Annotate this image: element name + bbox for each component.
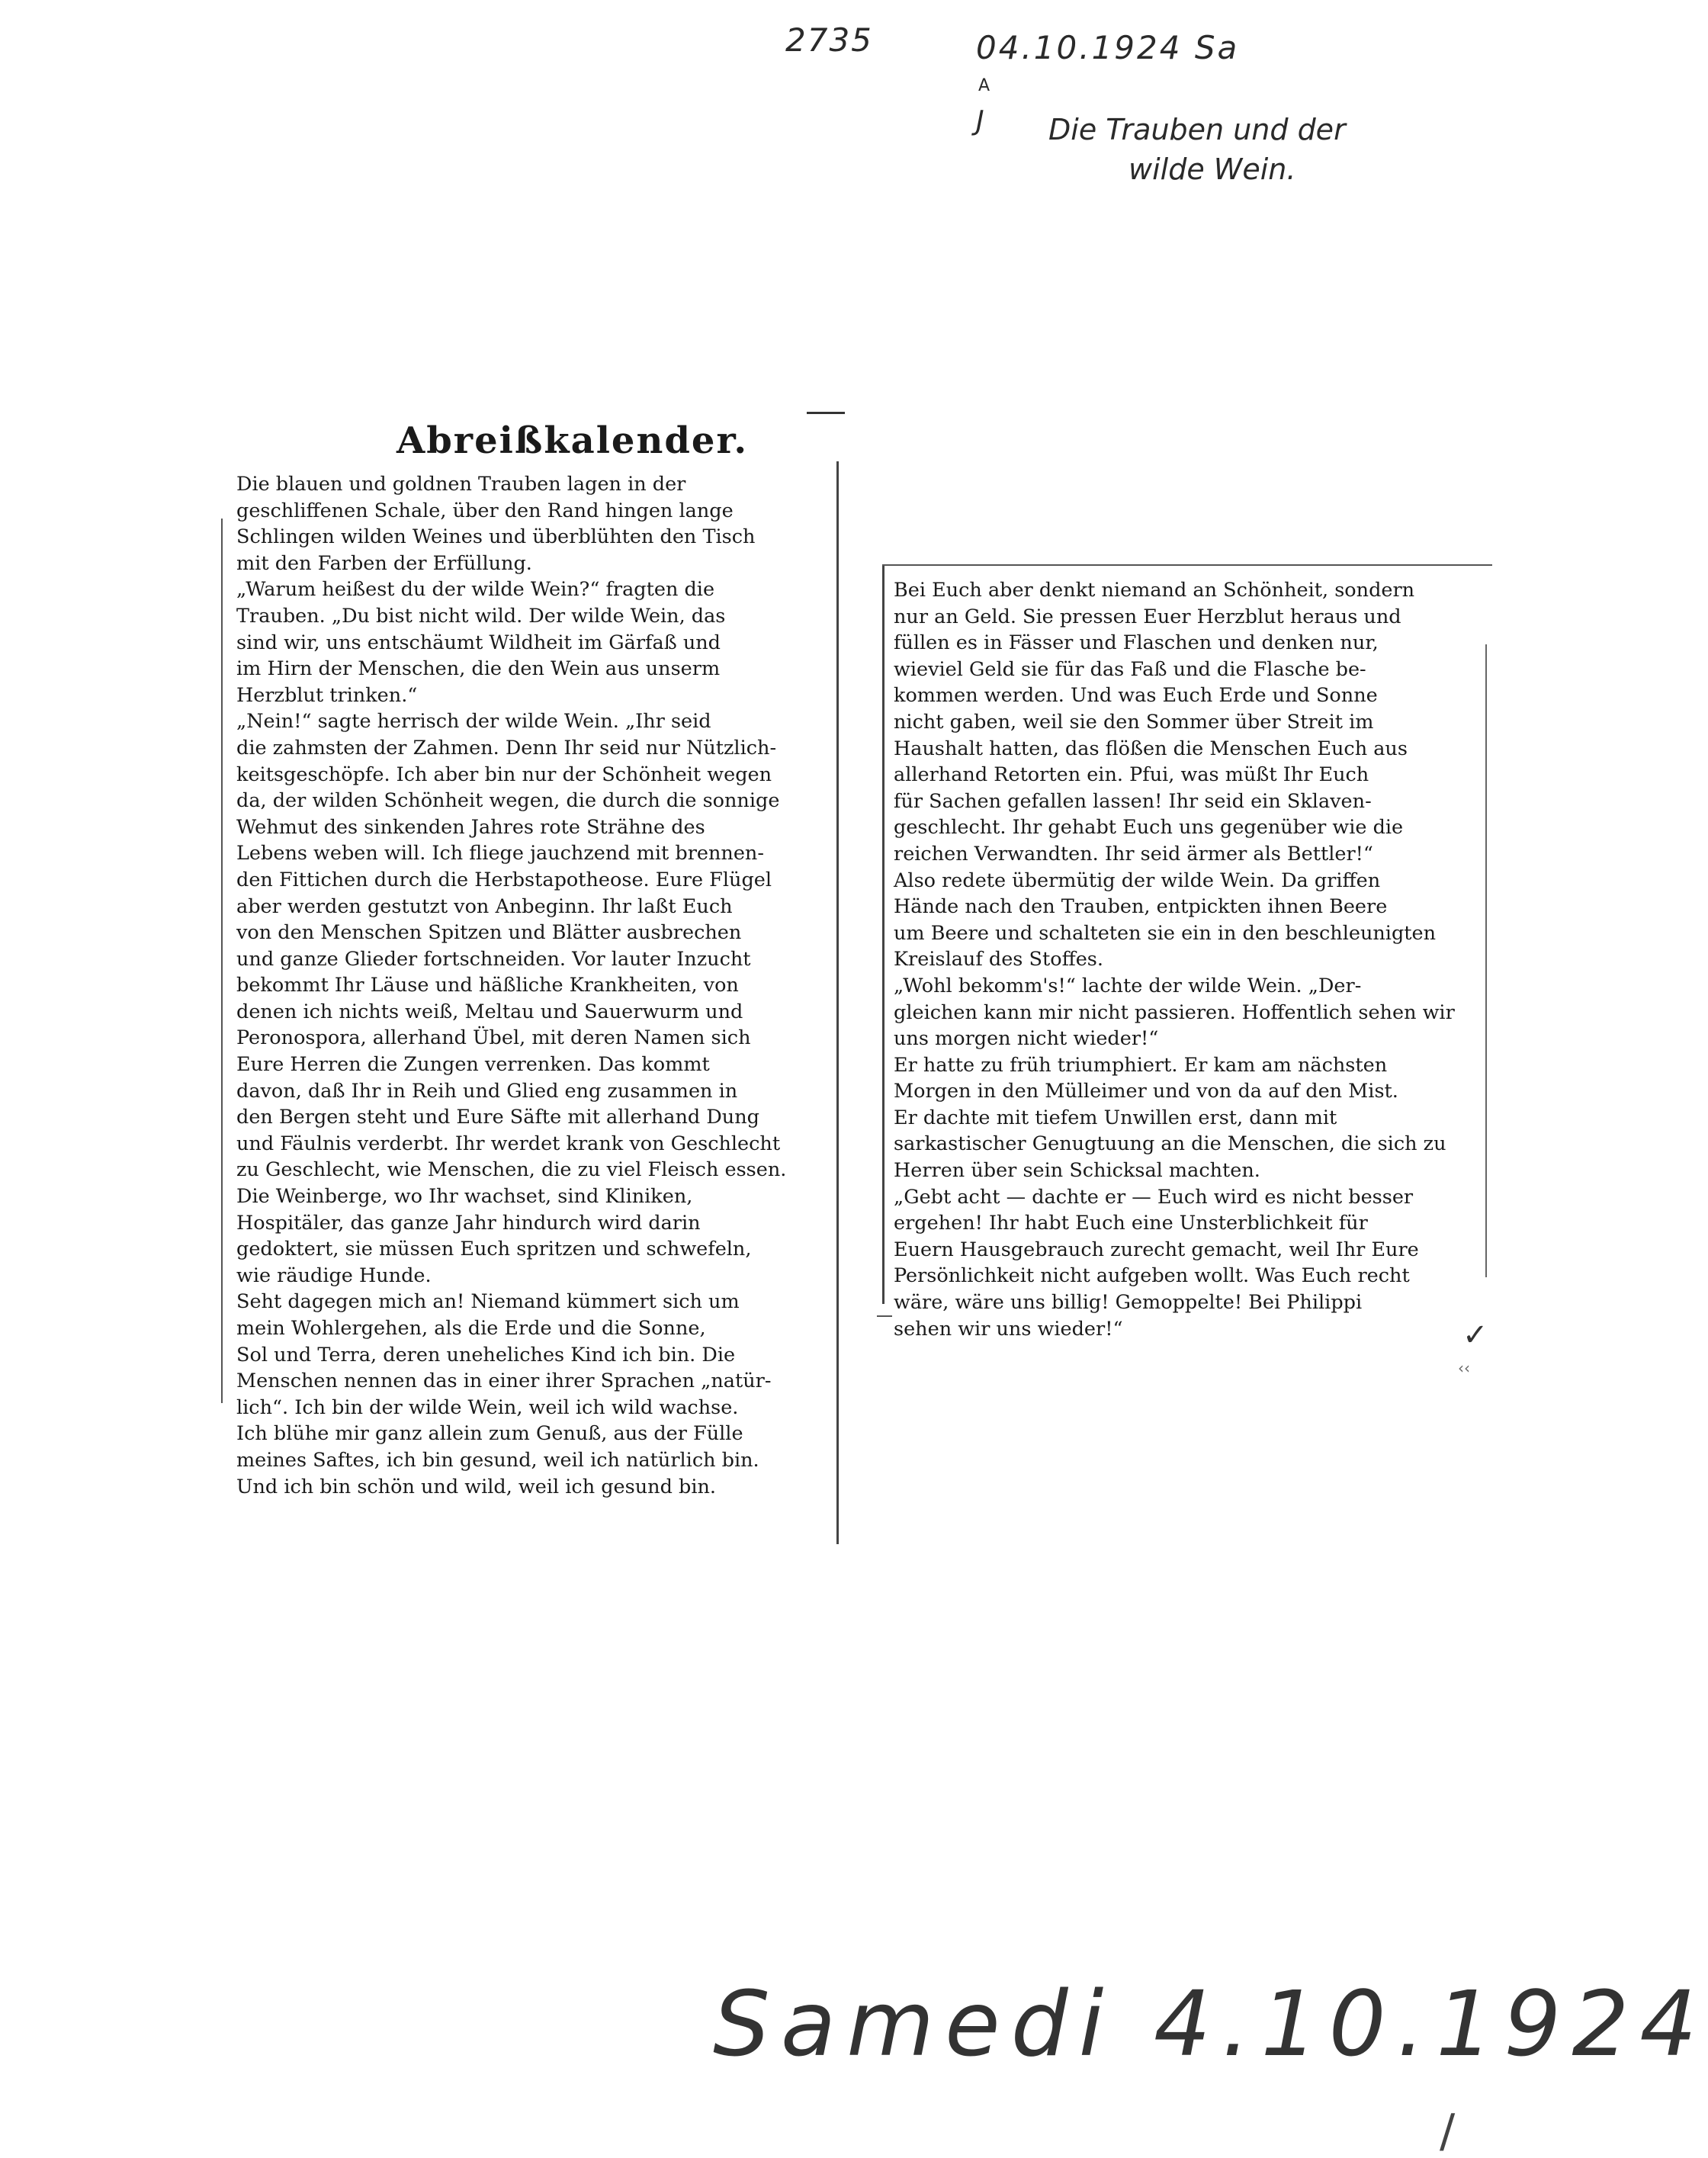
article-line: uns morgen nicht wieder!“ [894,1027,1159,1051]
article-line: davon, daß Ihr in Reih und Glied eng zusammen in [236,1079,738,1103]
article-line: meines Saftes, ich bin gesund, weil ich natürlich bin. [236,1448,759,1472]
article-line: Die Weinberge, wo Ihr wachset, sind Kliniken, [236,1185,693,1209]
article-line: ergehen! Ihr habt Euch eine Unsterblichkeit für [894,1212,1368,1235]
article-line: Also redete übermütig der wilde Wein. Da griffen [894,869,1381,892]
article-line: Lebens weben will. Ich fliege jauchzend mit brennen- [236,842,764,865]
article-line: bekommt Ihr Läuse und häßliche Krankheiten, von [236,974,739,997]
column-divider-left [836,461,839,1544]
article-line: sehen wir uns wieder!“ [894,1317,1123,1341]
article-line: mit den Farben der Erfüllung. [236,551,532,575]
handwritten-mark-a: A [978,76,990,95]
article-line: um Beere und schalteten sie ein in den beschleunigten [894,921,1437,945]
article-line: zu Geschlecht, wie Menschen, die zu viel Fleisch essen. [236,1158,787,1182]
end-mark: ‹‹ [1458,1359,1470,1377]
article-line: denen ich nichts weiß, Meltau und Sauerwurm und [236,1000,743,1023]
article-line: Und ich bin schön und wild, weil ich gesund bin. [236,1475,717,1498]
corner-mark: / [1440,2105,1456,2158]
right-column-end-rule [877,1315,892,1317]
article-line: sind wir, uns entschäumt Wildheit im Gärfaß und [236,631,721,654]
article-line: Hände nach den Trauben, entpickten ihnen Beere [894,895,1388,919]
article-line: Herzblut trinken.“ [236,683,418,707]
article-line: für Sachen gefallen lassen! Ihr seid ein Sklaven- [894,789,1372,813]
article-line: gleichen kann mir nicht passieren. Hoffentlich sehen wir [894,1000,1455,1024]
article-right-column [894,577,1488,1342]
handwritten-note-line-2: wilde Wein. [1128,153,1296,186]
article-line: allerhand Retorten ein. Pfui, was müßt Ihr Euch [894,763,1369,787]
article-line: „Gebt acht — dachte er — Euch wird es nicht besser [894,1185,1414,1209]
right-column-top-rule [882,564,1492,566]
article-line: Haushalt hatten, das flößen die Menschen Euch aus [894,737,1408,760]
article-line: gedoktert, sie müssen Euch spritzen und schwefeln, [236,1238,752,1261]
article-line: wäre, wäre uns billig! Gemoppelte! Bei Philippi [894,1291,1363,1315]
article-line: sarkastischer Genugtuung an die Menschen, die sich zu [894,1132,1446,1156]
article-line: da, der wilden Schönheit wegen, die durch die sonnige [236,789,780,813]
article-line: die zahmsten der Zahmen. Denn Ihr seid nur Nützlich- [236,736,777,759]
article-line: den Fittichen durch die Herbstapotheose. Eure Flügel [236,868,772,891]
article-line: Bei Euch aber denkt niemand an Schönheit, sondern [894,579,1415,602]
article-line: und ganze Glieder fortschneiden. Vor lauter Inzucht [236,947,751,971]
article-line: von den Menschen Spitzen und Blätter ausbrechen [236,921,742,945]
article-line: Menschen nennen das in einer ihrer Sprachen „natür- [236,1370,772,1393]
article-line: wieviel Geld sie für das Faß und die Flasche be- [894,657,1366,681]
article-line: Die blauen und goldnen Trauben lagen in der [236,473,686,496]
handwritten-date-header: 04.10.1924 Sa [976,29,1240,66]
article-line: Er hatte zu früh triumphiert. Er kam am nächsten [894,1053,1388,1077]
article-line: reichen Verwandten. Ihr seid ärmer als Bettler!“ [894,842,1373,865]
article-line: Eure Herren die Zungen verrenken. Das kommt [236,1053,710,1077]
article-line: Peronospora, allerhand Übel, mit deren Namen sich [236,1026,751,1050]
article-title: Abreißkalender. [396,419,749,462]
article-line: Euern Hausgebrauch zurecht gemacht, weil Ihr Eure [894,1238,1419,1261]
column-divider-right [882,564,884,1304]
article-line: aber werden gestutzt von Anbeginn. Ihr laßt Euch [236,894,733,918]
article-line: Kreislauf des Stoffes. [894,948,1103,971]
handwritten-date-bottom: Samedi 4.10.1924 [713,1971,1708,2076]
article-line: geschliffenen Schale, über den Rand hingen lange [236,499,734,522]
article-line: Seht dagegen mich an! Niemand kümmert sich um [236,1290,740,1314]
article-left-column [236,471,831,1500]
article-line: lich“. Ich bin der wilde Wein, weil ich wild wachse. [236,1395,739,1419]
article-line: Ich blühe mir ganz allein zum Genuß, aus der Fülle [236,1422,743,1446]
article-line: „Warum heißest du der wilde Wein?“ fragten die [236,578,715,602]
article-line: wie räudige Hunde. [236,1264,432,1287]
handwritten-note-line-1: Die Trauben und der [1048,113,1346,146]
article-line: Schlingen wilden Weines und überblühten den Tisch [236,525,756,549]
article-line: und Fäulnis verderbt. Ihr werdet krank von Geschlecht [236,1132,781,1155]
handwritten-mark-j: J [976,105,984,136]
article-line: „Wohl bekomm's!“ lachte der wilde Wein. „Der- [894,974,1362,997]
article-line: keitsgeschöpfe. Ich aber bin nur der Schönheit wegen [236,763,772,786]
article-line: Morgen in den Mülleimer und von da auf den Mist. [894,1080,1398,1103]
article-line: nicht gaben, weil sie den Sommer über Streit im [894,710,1374,734]
left-margin-rule [221,519,223,1403]
article-line: Er dachte mit tiefem Unwillen erst, dann mit [894,1106,1337,1129]
article-line: kommen werden. Und was Euch Erde und Sonne [894,684,1378,708]
article-line: im Hirn der Menschen, die den Wein aus unserm [236,657,721,681]
article-line: Herren über sein Schicksal machten. [894,1159,1260,1183]
article-line: geschlecht. Ihr gehabt Euch uns gegenüber wie die [894,816,1404,840]
article-line: Wehmut des sinkenden Jahres rote Strähne des [236,815,705,839]
article-line: Persönlichkeit nicht aufgeben wollt. Was Euch recht [894,1264,1410,1288]
article-line: nur an Geld. Sie pressen Euer Herzblut heraus und [894,605,1401,628]
article-line: Sol und Terra, deren uneheliches Kind ich bin. Die [236,1343,736,1366]
archive-number: 2735 [785,21,873,59]
article-line: Trauben. „Du bist nicht wild. Der wilde Wein, das [236,604,726,628]
article-line: Hospitäler, das ganze Jahr hindurch wird darin [236,1211,701,1235]
article-line: füllen es in Fässer und Flaschen und denken nur, [894,631,1379,655]
check-mark: ✓ [1462,1318,1488,1353]
article-line: mein Wohlergehen, als die Erde und die Sonne, [236,1317,706,1340]
article-line: „Nein!“ sagte herrisch der wilde Wein. „Ihr seid [236,710,711,734]
article-line: den Bergen steht und Eure Säfte mit allerhand Dung [236,1106,759,1129]
title-rule [807,412,845,414]
